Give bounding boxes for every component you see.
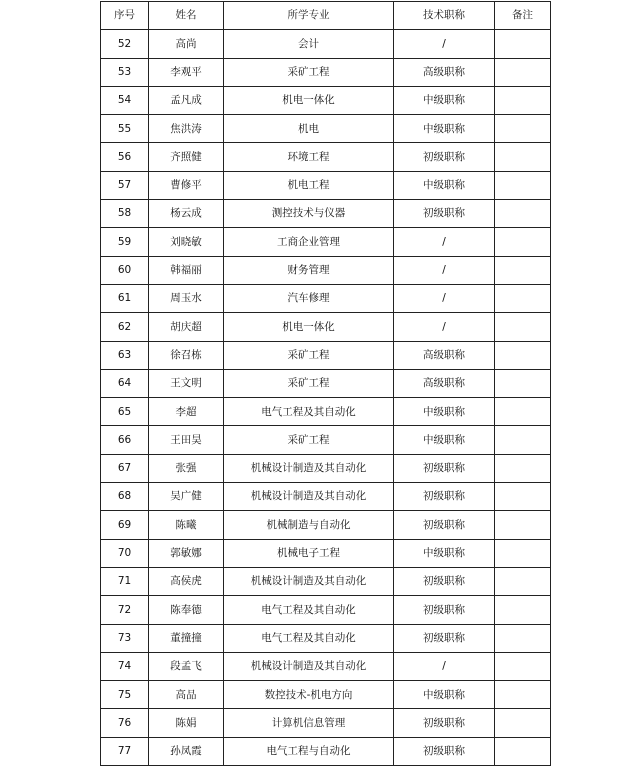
cell-note [495,454,551,482]
table-row [101,171,551,199]
table-row [101,115,551,143]
header-major: 所学专业 [224,2,394,30]
cell-title: / [394,256,495,284]
table-row [101,143,551,171]
cell-note [495,171,551,199]
cell-major: 工商企业管理 [224,228,394,256]
table-row [101,256,551,284]
cell-major: 电气工程与自动化 [224,737,394,765]
cell-note [495,596,551,624]
table-row [101,652,551,680]
table-body [101,30,551,766]
cell-no: 60 [101,256,149,284]
cell-name: 徐召栋 [149,341,224,369]
cell-note [495,86,551,114]
cell-title: 初级职称 [394,567,495,595]
cell-title: 高级职称 [394,341,495,369]
cell-title: 初级职称 [394,596,495,624]
table-header [101,2,551,30]
cell-major: 会计 [224,30,394,58]
cell-note [495,681,551,709]
cell-major: 采矿工程 [224,341,394,369]
table-row [101,398,551,426]
cell-name: 李超 [149,398,224,426]
table-row [101,709,551,737]
cell-no: 53 [101,58,149,86]
cell-name: 周玉水 [149,284,224,312]
cell-major: 机电工程 [224,171,394,199]
cell-note [495,228,551,256]
table-row [101,200,551,228]
cell-title: 中级职称 [394,86,495,114]
table-row [101,483,551,511]
cell-no: 61 [101,284,149,312]
cell-title: 初级职称 [394,143,495,171]
cell-no: 54 [101,86,149,114]
cell-title: 初级职称 [394,737,495,765]
cell-major: 机械设计制造及其自动化 [224,454,394,482]
cell-name: 齐照健 [149,143,224,171]
cell-name: 陈娟 [149,709,224,737]
cell-title: 中级职称 [394,115,495,143]
cell-no: 65 [101,398,149,426]
table-row [101,567,551,595]
cell-major: 机械电子工程 [224,539,394,567]
cell-name: 孙凤霞 [149,737,224,765]
cell-note [495,426,551,454]
cell-note [495,737,551,765]
cell-no: 71 [101,567,149,595]
header-title: 技术职称 [394,2,495,30]
cell-major: 财务管理 [224,256,394,284]
cell-name: 董撞撞 [149,624,224,652]
cell-note [495,483,551,511]
table-row [101,313,551,341]
cell-no: 75 [101,681,149,709]
cell-no: 57 [101,171,149,199]
cell-name: 郭敏娜 [149,539,224,567]
cell-title: 初级职称 [394,483,495,511]
staff-table-sheet [100,1,550,766]
cell-name: 王文明 [149,369,224,397]
table-row [101,511,551,539]
cell-no: 74 [101,652,149,680]
table-row [101,596,551,624]
cell-title: 高级职称 [394,369,495,397]
cell-name: 陈曦 [149,511,224,539]
cell-note [495,709,551,737]
cell-name: 杨云成 [149,200,224,228]
cell-note [495,539,551,567]
header-no: 序号 [101,2,149,30]
table-row [101,30,551,58]
cell-no: 64 [101,369,149,397]
cell-no: 69 [101,511,149,539]
table-row [101,369,551,397]
cell-major: 机械制造与自动化 [224,511,394,539]
cell-note [495,652,551,680]
cell-note [495,58,551,86]
cell-name: 高品 [149,681,224,709]
cell-major: 采矿工程 [224,58,394,86]
table-row [101,341,551,369]
cell-major: 机电 [224,115,394,143]
cell-title: 中级职称 [394,171,495,199]
cell-title: / [394,313,495,341]
cell-name: 胡庆超 [149,313,224,341]
cell-note [495,200,551,228]
cell-no: 63 [101,341,149,369]
cell-name: 焦洪涛 [149,115,224,143]
cell-title: / [394,284,495,312]
cell-title: / [394,228,495,256]
cell-title: 初级职称 [394,200,495,228]
staff-table [100,1,551,766]
cell-note [495,30,551,58]
cell-note [495,115,551,143]
header-note: 备注 [495,2,551,30]
cell-title: 初级职称 [394,454,495,482]
cell-no: 55 [101,115,149,143]
table-row [101,539,551,567]
cell-title: 中级职称 [394,681,495,709]
cell-note [495,341,551,369]
cell-name: 陈奉德 [149,596,224,624]
cell-title: / [394,652,495,680]
cell-major: 机械设计制造及其自动化 [224,652,394,680]
cell-name: 韩福丽 [149,256,224,284]
table-row [101,737,551,765]
cell-no: 76 [101,709,149,737]
cell-name: 曹修平 [149,171,224,199]
cell-note [495,511,551,539]
cell-major: 采矿工程 [224,369,394,397]
cell-note [495,284,551,312]
cell-name: 高尚 [149,30,224,58]
cell-name: 王田昊 [149,426,224,454]
cell-no: 52 [101,30,149,58]
cell-title: 初级职称 [394,624,495,652]
table-row [101,284,551,312]
cell-major: 机电一体化 [224,313,394,341]
cell-name: 张强 [149,454,224,482]
cell-no: 73 [101,624,149,652]
cell-no: 59 [101,228,149,256]
cell-name: 刘晓敏 [149,228,224,256]
table-row [101,228,551,256]
cell-title: 中级职称 [394,539,495,567]
cell-title: 中级职称 [394,398,495,426]
cell-no: 66 [101,426,149,454]
table-row [101,426,551,454]
cell-note [495,398,551,426]
cell-no: 68 [101,483,149,511]
table-row [101,454,551,482]
cell-major: 电气工程及其自动化 [224,596,394,624]
cell-note [495,369,551,397]
cell-major: 汽车修理 [224,284,394,312]
cell-no: 56 [101,143,149,171]
cell-major: 电气工程及其自动化 [224,624,394,652]
cell-major: 机械设计制造及其自动化 [224,483,394,511]
header-name: 姓名 [149,2,224,30]
cell-title: 高级职称 [394,58,495,86]
cell-no: 62 [101,313,149,341]
table-row [101,86,551,114]
cell-major: 计算机信息管理 [224,709,394,737]
cell-major: 机电一体化 [224,86,394,114]
cell-no: 77 [101,737,149,765]
cell-no: 67 [101,454,149,482]
cell-no: 58 [101,200,149,228]
cell-name: 孟凡成 [149,86,224,114]
cell-major: 电气工程及其自动化 [224,398,394,426]
table-row [101,681,551,709]
cell-note [495,567,551,595]
cell-no: 72 [101,596,149,624]
cell-title: 中级职称 [394,426,495,454]
cell-name: 李观平 [149,58,224,86]
cell-note [495,143,551,171]
cell-major: 机械设计制造及其自动化 [224,567,394,595]
table-row [101,624,551,652]
cell-major: 环境工程 [224,143,394,171]
cell-title: 初级职称 [394,709,495,737]
cell-name: 段孟飞 [149,652,224,680]
cell-major: 采矿工程 [224,426,394,454]
table-row [101,58,551,86]
cell-note [495,256,551,284]
header-row [101,2,551,30]
cell-major: 数控技术-机电方向 [224,681,394,709]
cell-major: 测控技术与仪器 [224,200,394,228]
cell-name: 吴广健 [149,483,224,511]
cell-name: 高侯虎 [149,567,224,595]
cell-no: 70 [101,539,149,567]
cell-title: / [394,30,495,58]
cell-note [495,624,551,652]
cell-title: 初级职称 [394,511,495,539]
cell-note [495,313,551,341]
